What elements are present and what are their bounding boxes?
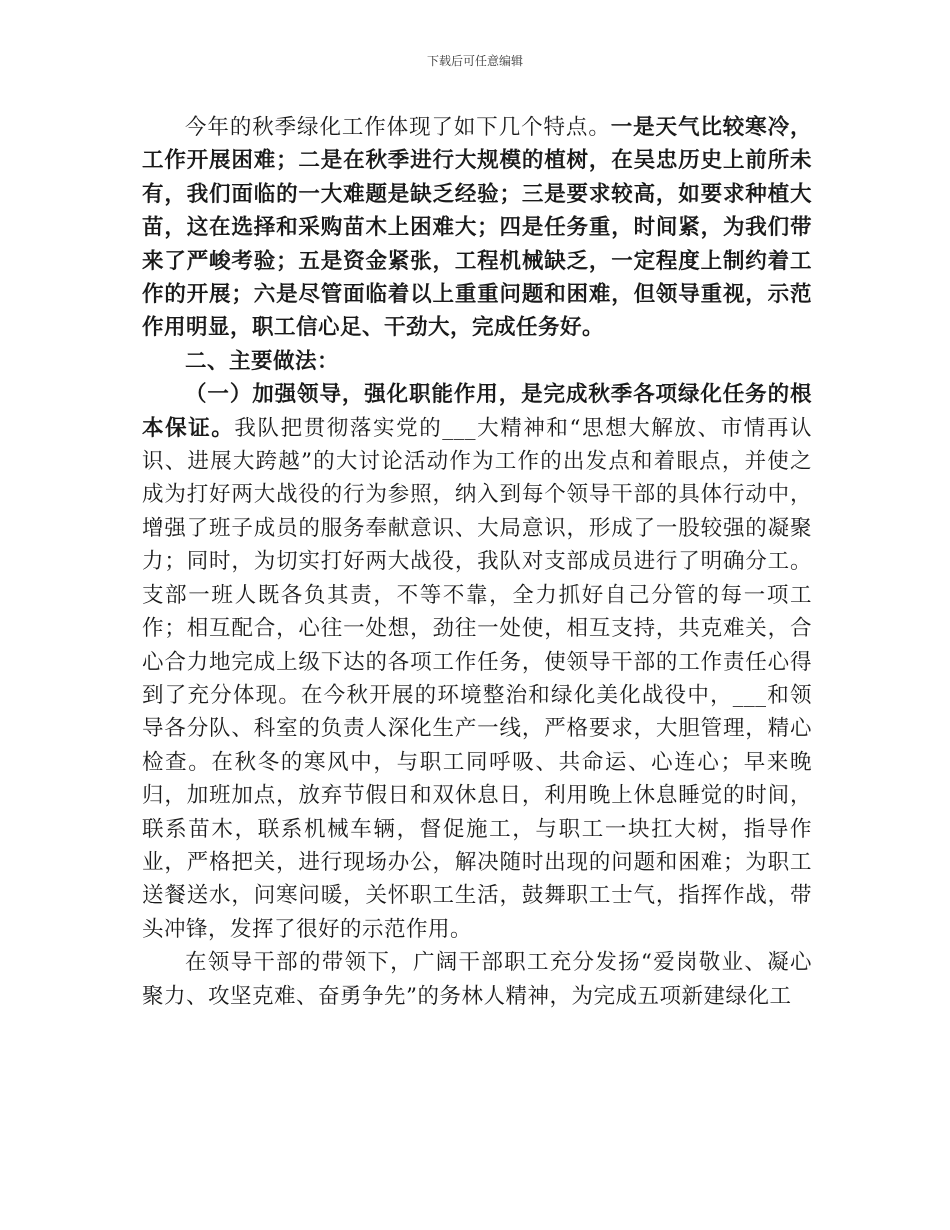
paragraph-leadership: [142, 378, 812, 946]
paragraph-staff: [142, 946, 812, 1013]
paragraph-body-text: 在领导干部的带领下，广阔干部职工充分发扬“爱岗敬业、凝心聚力、攻坚克难、奋勇争先”的务林人精神，为完成五项新建绿化工: [142, 950, 812, 1009]
document-body: [142, 111, 812, 1013]
section-heading-main-methods: [142, 345, 812, 378]
paragraph-bold-text: 一是天气比较寒冷，工作开展困难；二是在秋季进行大规模的植树，在吴忠历史上前所未有，我们面临的一大难题是缺乏经验；三是要求较高，如要求种植大苗，这在选择和采购苗木上困难大；四是任务重，时间紧，为我们带来了严峻考验；五是资金紧张，工程机械缺乏，一定程度上制约着工作的开展；六是尽管面临着以上重重问题和困难，但领导重视，示范作用明显，职工信心足、干劲大，完成任务好。: [142, 115, 812, 341]
paragraph-body-text: 我队把贯彻落实党的___大精神和“思想大解放、市情再认识、进展大跨越”的大讨论活动作为工作的出发点和着眼点，并使之成为打好两大战役的行为参照，纳入到每个领导干部的具体行动中，增强了班子成员的服务奉献意识、大局意识，形成了一股较强的凝聚力；同时，为切实打好两大战役，我队对支部成员进行了明确分工。支部一班人既各负其责，不等不靠，全力抓好自己分管的每一项工作；相互配合，心往一处想，劲往一处使，相互支持，共克难关，合心合力地完成上级下达的各项工作任务，使领导干部的工作责任心得到了充分体现。在今秋开展的环境整治和绿化美化战役中，___和领导各分队、科室的负责人深化生产一线，严格要求，大胆管理，精心检查。在秋冬的寒风中，与职工同呼吸、共命运、心连心；早来晚归，加班加点，放弃节假日和双休息日，利用晚上休息睡觉的时间，联系苗木，联系机械车辆，督促施工，与职工一块扛大树，指导作业，严格把关，进行现场办公，解决随时出现的问题和困难；为职工送餐送水，问寒问暖，关怀职工生活，鼓舞职工士气，指挥作战，带头冲锋，发挥了很好的示范作用。: [142, 415, 812, 942]
paragraph-features: [142, 111, 812, 345]
paragraph-lead-text: 今年的秋季绿化工作体现了如下几个特点。: [185, 115, 611, 140]
section-heading-text: 二、主要做法：: [185, 348, 340, 374]
page-header: 下载后可任意编辑: [426, 54, 523, 68]
subsection-heading-text: （一）加强领导，强化职能作用，是完成秋季各项绿化任务的根本保证。: [142, 382, 812, 441]
